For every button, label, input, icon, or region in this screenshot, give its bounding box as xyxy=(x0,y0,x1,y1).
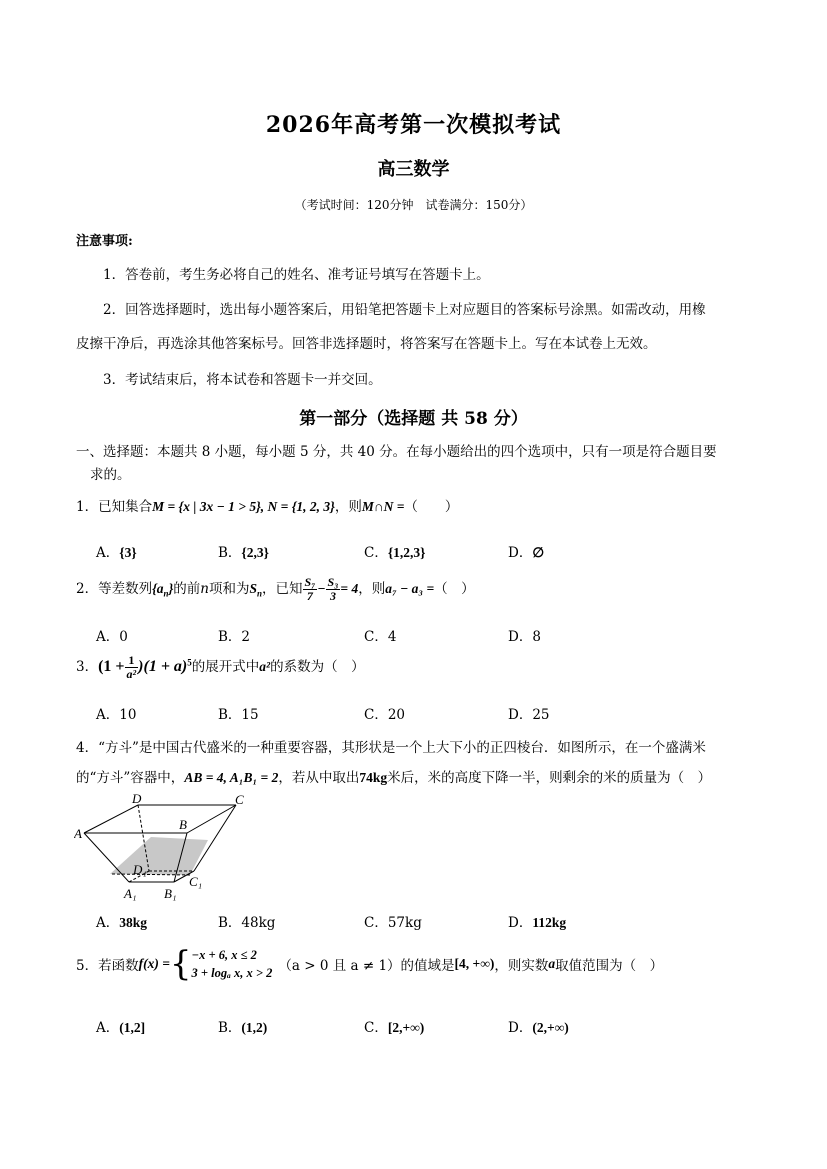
section-intro: 一、选择题：本题共 8 小题，每小题 5 分，共 40 分。在每小题给出的四个选项中，只有一项是符合题目要 xyxy=(76,444,717,460)
label-B: B xyxy=(179,817,187,832)
q1-option-c: C．{1,2,3} xyxy=(364,545,426,561)
q5-option-a: A．(1,2] xyxy=(96,1020,146,1036)
q1-sets: M = {x | 3x − 1 > 5}, N = {1, 2, 3} xyxy=(152,499,335,514)
notice-item-1: 1．答卷前，考生务必将自己的姓名、准考证号填写在答题卡上。 xyxy=(103,267,490,283)
rice-level-plane xyxy=(110,837,208,875)
q3-option-d: D．25 xyxy=(508,707,550,723)
label-B1: B₁ xyxy=(164,886,177,901)
q4-option-b: B．48kg xyxy=(218,915,276,931)
q2-fraction-2: $\frac{\text{S₃}}{3}$ xyxy=(327,575,339,603)
q1-option-d: D．∅ xyxy=(508,545,545,561)
edge-AA1 xyxy=(84,833,129,882)
q1-paren: （ ） xyxy=(404,499,459,515)
notice-item-2-cont: 皮擦干净后，再选涂其他答案标号。回答非选择题时，将答案写在答题卡上。写在本试卷上无效。 xyxy=(76,336,657,352)
q5-option-b: B．(1,2) xyxy=(218,1020,268,1036)
label-D: D xyxy=(132,792,142,806)
section-intro-cont: 求的。 xyxy=(90,467,131,483)
label-D1: D₁ xyxy=(133,862,147,877)
q5-option-d: D．(2,+∞) xyxy=(508,1020,569,1036)
q3-option-c: C．20 xyxy=(364,707,406,723)
q4-option-d: D．112kg xyxy=(508,915,567,931)
question-1 xyxy=(76,495,458,515)
question-2: 2．等差数列$\{a_n\}$的前n项和为$S_n$，已知 $\frac{\text{S₇}}{7}$ − $\frac{\text{S₃}}{3}$ = 4，则a₇ − a₃ =（ ） xyxy=(76,575,475,603)
edge-AD xyxy=(84,805,138,833)
q2-option-d: D．8 xyxy=(508,629,541,645)
q1-expr: M∩N = xyxy=(361,499,405,514)
edge-CB xyxy=(187,805,236,833)
q1-ask: ，则 xyxy=(334,499,362,515)
question-5: 5．若函数f(x) ={ −x + 6, x ≤ 2 3 + logₐ x, x > 2 （a > 0 且 a ≠ 1）的值域是[4, +∞)，则实数a取值范围为（ ） xyxy=(76,944,664,984)
label-C: C xyxy=(235,792,244,807)
notice-title: 注意事项: xyxy=(76,234,133,249)
exam-title: 2026年高考第一次模拟考试 xyxy=(265,112,562,138)
frustum-figure xyxy=(74,792,254,904)
question-4: 4．“方斗”是中国古代盛米的一种重要容器，其形状是一个上大下小的正四棱台．如图所示，在一个盛满米 xyxy=(76,740,706,756)
label-C1: C₁ xyxy=(189,874,203,889)
q1-option-a: A．{3} xyxy=(96,545,137,561)
label-A: A xyxy=(74,826,82,841)
q3-option-b: B．15 xyxy=(218,707,259,723)
notice-item-3: 3．考试结束后，将本试卷和答题卡一并交回。 xyxy=(103,372,382,388)
q2-option-c: C．4 xyxy=(364,629,397,645)
q4-option-a: A．38kg xyxy=(96,915,148,931)
section-title: 第一部分（选择题 共 58 分） xyxy=(299,409,528,429)
q5-option-c: C．[2,+∞) xyxy=(364,1020,425,1036)
q2-option-b: B．2 xyxy=(218,629,251,645)
q5-brace: { xyxy=(169,944,192,984)
q3-fraction: $\frac{1}{\text{a²}}$ xyxy=(126,653,137,681)
notice-item-2: 2．回答选择题时，选出每小题答案后，用铅笔把答题卡上对应题目的答案标号涂黑。如需改动，用橡 xyxy=(103,302,706,318)
q2-option-a: A．0 xyxy=(96,629,128,645)
q5-piecewise: −x + 6, x ≤ 2 3 + logₐ x, x > 2 xyxy=(191,948,273,980)
q3-option-a: A．10 xyxy=(96,707,137,723)
question-4-cont: 的“方斗”容器中，AB = 4, A₁B₁ = 2，若从中取出74kg米后，米的高度下降一半，则剩余的米的质量为（ ） xyxy=(76,770,712,786)
question-3: 3．(1 + $\frac{1}{\text{a²}}$ )$(1 + a)^5$的展开式中a²的系数为（ ） xyxy=(76,653,365,681)
q1-number: 1．已知集合 xyxy=(76,499,153,515)
exam-subject: 高三数学 xyxy=(377,159,450,180)
q2-fraction-1: $\frac{\text{S₇}}{7}$ xyxy=(304,575,316,603)
edge-CC1 xyxy=(194,805,236,871)
q4-option-c: C．57kg xyxy=(364,915,422,931)
q1-option-b: B．{2,3} xyxy=(218,545,269,561)
exam-time-note: （考试时间：120分钟 试卷满分：150分） xyxy=(294,198,533,212)
label-A1: A₁ xyxy=(124,886,137,901)
